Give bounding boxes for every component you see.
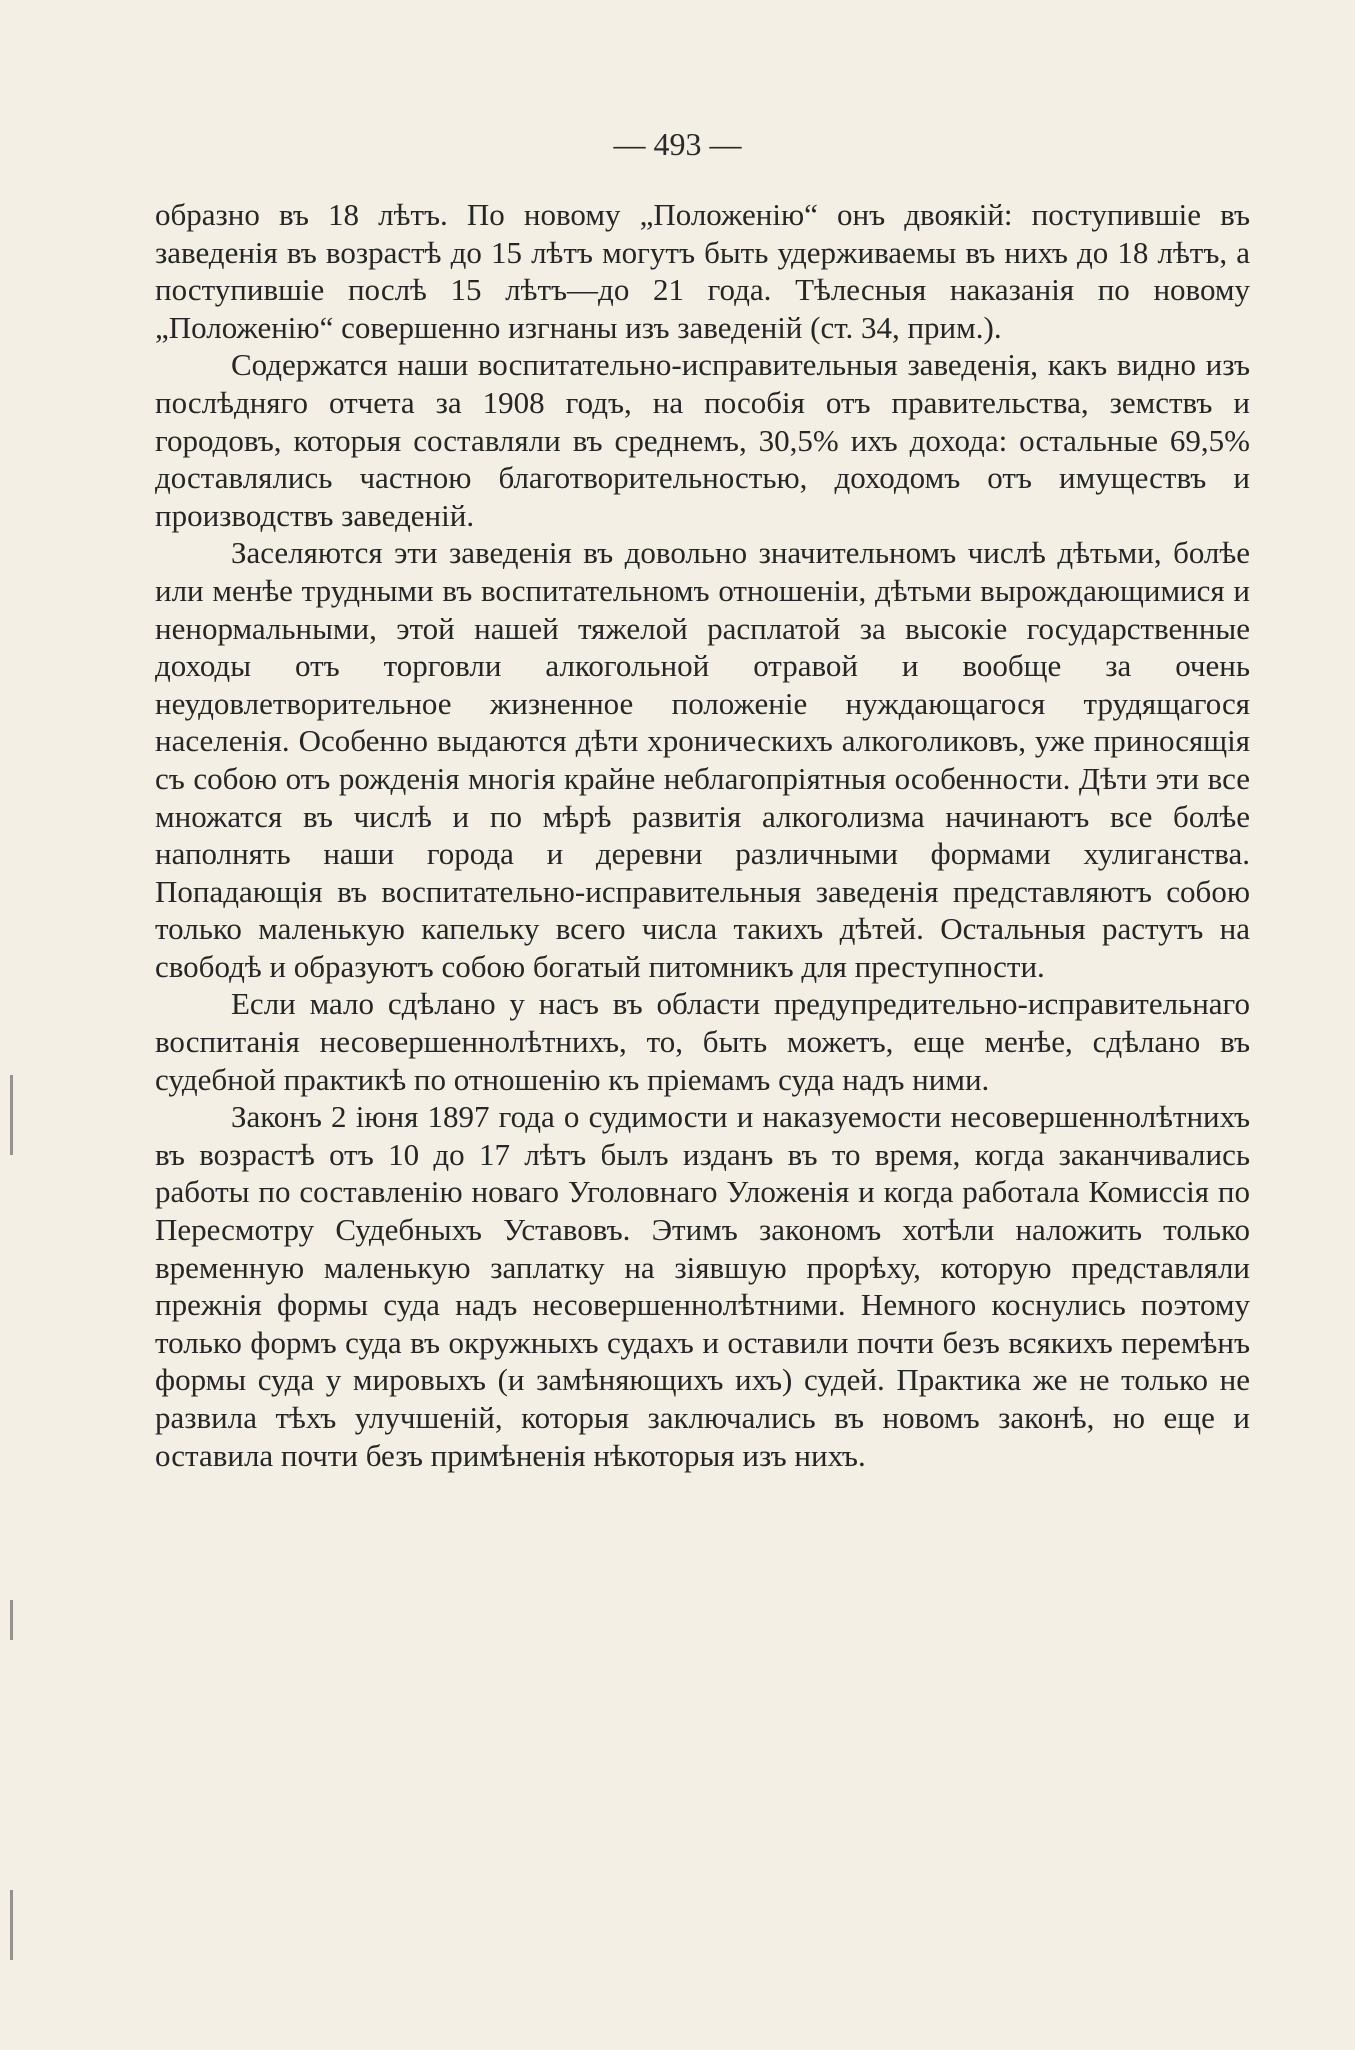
body-text — [155, 196, 1250, 1474]
margin-mark — [10, 1890, 13, 1960]
paragraph: Содержатся наши воспитательно-исправительныя заведенія, какъ видно изъ послѣдняго отчета за 1908 годъ, на пособія отъ правительства, земствъ и городовъ, которыя составляли въ среднемъ, 30,5% ихъ дохода: остальные 69,5% доставлялись частною благотворительностью, доходомъ отъ имуществъ и производствъ заведеній. — [155, 347, 1250, 533]
margin-mark — [10, 1075, 13, 1155]
paragraph: образно въ 18 лѣтъ. По новому „Положенію“ онъ двоякій: поступившіе въ заведенія въ возрастѣ до 15 лѣтъ могутъ быть удерживаемы въ нихъ до 18 лѣтъ, а поступившіе послѣ 15 лѣтъ—до 21 года. Тѣлесныя наказанія по новому „Положенію“ совершенно изгнаны изъ заведеній (ст. 34, прим.). — [155, 197, 1250, 345]
page-number: — 493 — — [613, 126, 742, 162]
margin-mark — [10, 1600, 13, 1640]
paragraph: Если мало сдѣлано у насъ въ области предупредительно-исправительнаго воспитанія несовершеннолѣтнихъ, то, быть можетъ, еще менѣе, сдѣлано въ судебной практикѣ по отношенію къ пріемамъ суда надъ ними. — [155, 986, 1250, 1097]
paragraph: Законъ 2 іюня 1897 года о судимости и наказуемости несовершеннолѣтнихъ въ возрастѣ отъ 10 до 17 лѣтъ былъ изданъ въ то время, когда заканчивались работы по составленію новаго Уголовнаго Уложенія и когда работала Комиссія по Пересмотру Судебныхъ Уставовъ. Этимъ закономъ хотѣли наложить только временную маленькую заплатку на зіявшую прорѣху, которую представляли прежнія формы суда надъ несовершеннолѣтними. Немного коснулись поэтому только формъ суда въ окружныхъ судахъ и оставили почти безъ всякихъ перемѣнъ формы суда у мировыхъ (и замѣняющихъ ихъ) судей. Практика же не только не развила тѣхъ улучшеній, которыя заключались въ новомъ законѣ, но еще и оставила почти безъ примѣненія нѣкоторыя изъ нихъ. — [155, 1099, 1250, 1473]
paragraph: Заселяются эти заведенія въ довольно значительномъ числѣ дѣтьми, болѣе или менѣе трудными въ воспитательномъ отношеніи, дѣтьми вырождающимися и ненормальными, этой нашей тяжелой расплатой за высокіе государственные доходы отъ торговли алкогольной отравой и вообще за очень неудовлетворительное жизненное положеніе нуждающагося трудящагося населенія. Особенно выдаются дѣти хроническихъ алкоголиковъ, уже приносящія съ собою отъ рожденія многія крайне неблагопріятныя особенности. Дѣти эти все множатся въ числѣ и по мѣрѣ развитія алкоголизма начинаютъ все болѣе наполнять наши города и деревни различными формами хулиганства. Попадающія въ воспитательно-исправительныя заведенія представляютъ собою только маленькую капельку всего числа такихъ дѣтей. Остальныя растутъ на свободѣ и образуютъ собою богатый питомникъ для преступности. — [155, 535, 1250, 984]
